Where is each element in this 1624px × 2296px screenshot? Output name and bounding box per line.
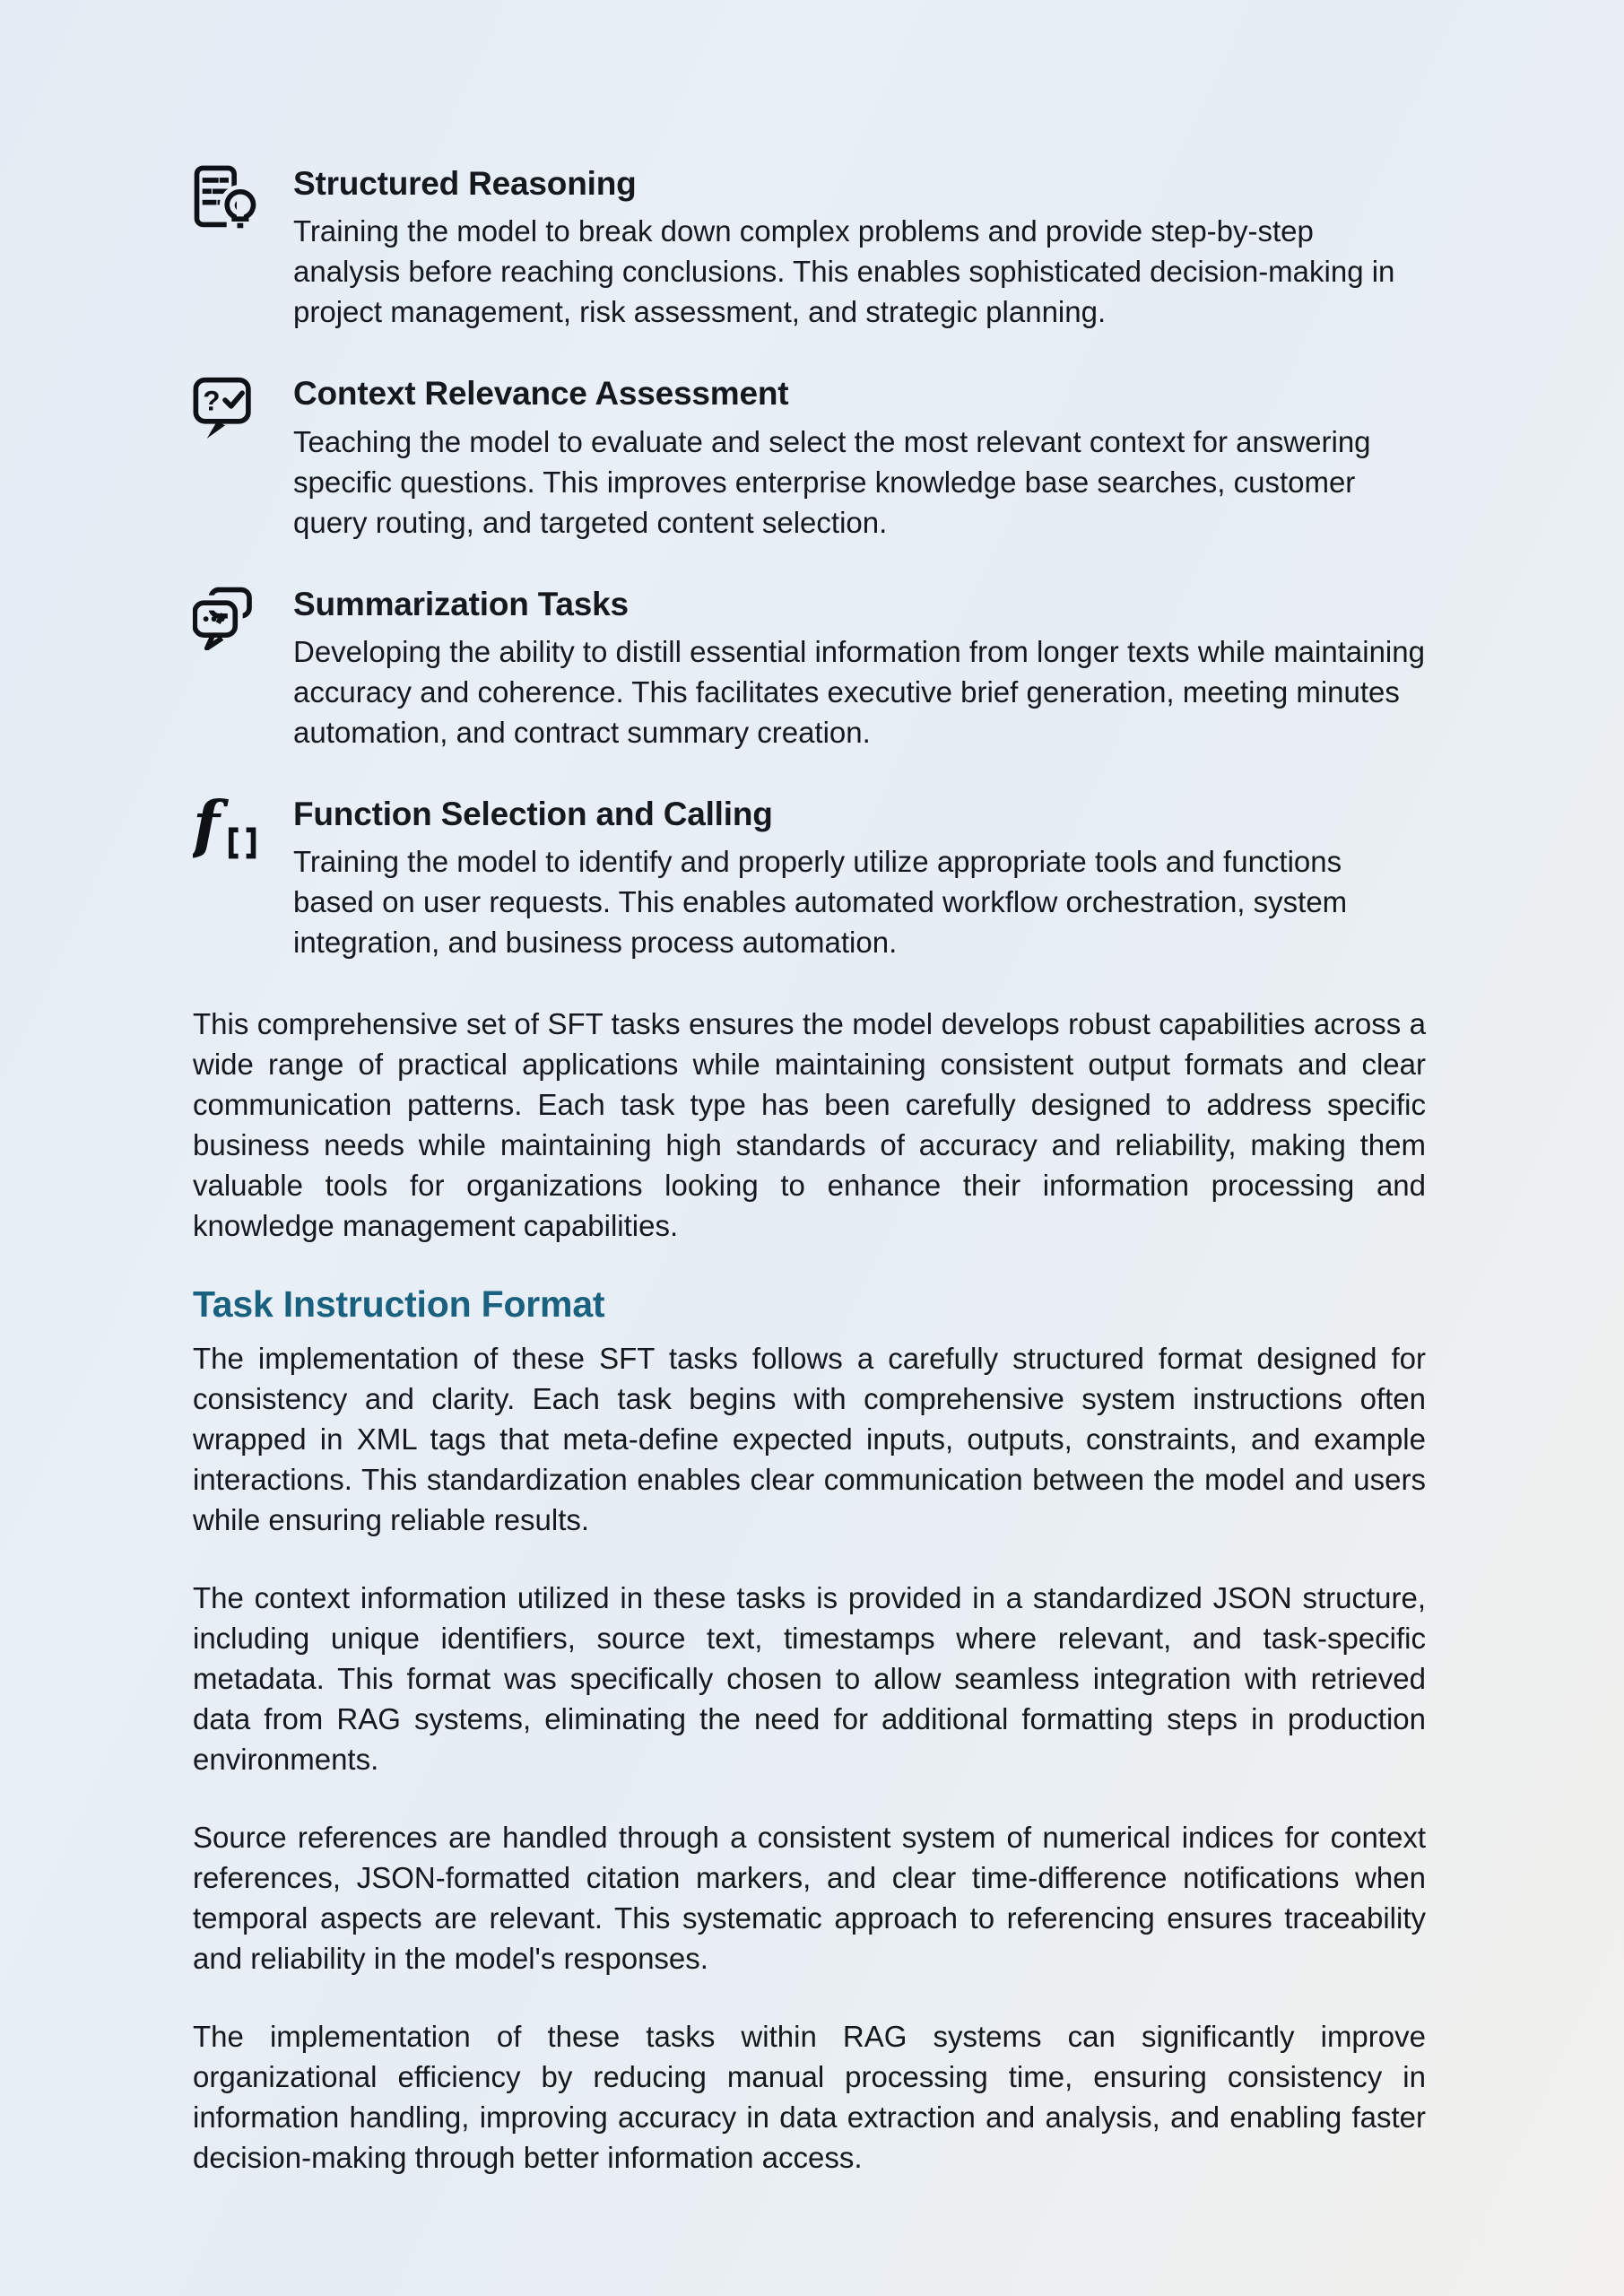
task-format-paragraph: The implementation of these tasks within RAG systems can significantly improve organizational efficiency by reducing manual processing time, ensuring consistency in information handling, improving accuracy in data extraction and analysis, and enabling faster decision-making through better information access. — [193, 2020, 1426, 2174]
summarization-icon — [193, 584, 293, 752]
sft-item-structured-reasoning — [193, 163, 1426, 332]
sft-item-title: Summarization Tasks — [293, 585, 629, 622]
structured-reasoning-icon — [193, 163, 293, 332]
sft-item-body: Training the model to identify and properly utilize appropriate tools and functions based on user requests. This enables automated workflow orchestration, system integration, and business process automation. — [293, 845, 1348, 959]
task-format-paragraph: The implementation of these SFT tasks follows a carefully structured format designed for consistency and clarity. Each task begins with comprehensive system instructions often wrapped in XML tags that meta-define expected inputs, outputs, constraints, and example interactions. This standardization enables clear communication between the model and users while ensuring reliable results. — [193, 1342, 1426, 1536]
sft-item-text — [293, 163, 1426, 332]
section-heading-task-instruction-format: Task Instruction Format — [193, 1283, 605, 1325]
function-calling-icon — [193, 794, 293, 962]
sft-item-body: Teaching the model to evaluate and select the most relevant context for answering specific questions. This improves enterprise knowledge base searches, customer query routing, and targeted content selection. — [293, 424, 1371, 539]
sft-item-text — [293, 584, 1426, 752]
sft-item-text — [293, 794, 1426, 962]
task-format-paragraph: The context information utilized in these tasks is provided in a standardized JSON structure, including unique identifiers, source text, timestamps where relevant, and task-specific metadata. This format was specifically chosen to allow seamless integration with retrieved data from RAG systems, eliminating the need for additional formatting steps in production environments. — [193, 1581, 1426, 1776]
svg-text:?: ? — [203, 384, 221, 417]
sft-item-body: Training the model to break down complex problems and provide step-by-step analysis before reaching conclusions. This enables sophisticated decision-making in project management, risk assessment, and strategic planning. — [293, 214, 1395, 329]
sft-item-text — [293, 373, 1426, 542]
sft-item-context-relevance — [193, 373, 1426, 542]
context-relevance-icon — [193, 373, 293, 542]
sft-item-title: Structured Reasoning — [293, 165, 637, 202]
sft-item-body: Developing the ability to distill essential information from longer texts while maintaining accuracy and coherence. This facilitates executive brief generation, meeting minutes automation, and contract summary creation. — [293, 634, 1425, 749]
task-format-paragraph: Source references are handled through a consistent system of numerical indices for context references, JSON-formatted citation markers, and clear time-difference notifications when temporal aspects are relevant. This systematic approach to referencing ensures traceability and reliability in the model's responses. — [193, 1821, 1426, 1975]
svg-text:f: f — [193, 795, 221, 860]
sft-item-function-calling — [193, 794, 1426, 962]
summary-paragraph: This comprehensive set of SFT tasks ensures the model develops robust capabilities across a wide range of practical applications while maintaining consistent output formats and clear communication patterns. Each task type has been carefully designed to address specific business needs while maintaining high standards of accuracy and reliability, making them valuable tools for organizations looking to enhance their information processing and knowledge management capabilities. — [193, 1007, 1426, 1242]
sft-item-summarization — [193, 584, 1426, 752]
sft-item-title: Function Selection and Calling — [293, 795, 773, 832]
sft-item-title: Context Relevance Assessment — [293, 375, 789, 413]
